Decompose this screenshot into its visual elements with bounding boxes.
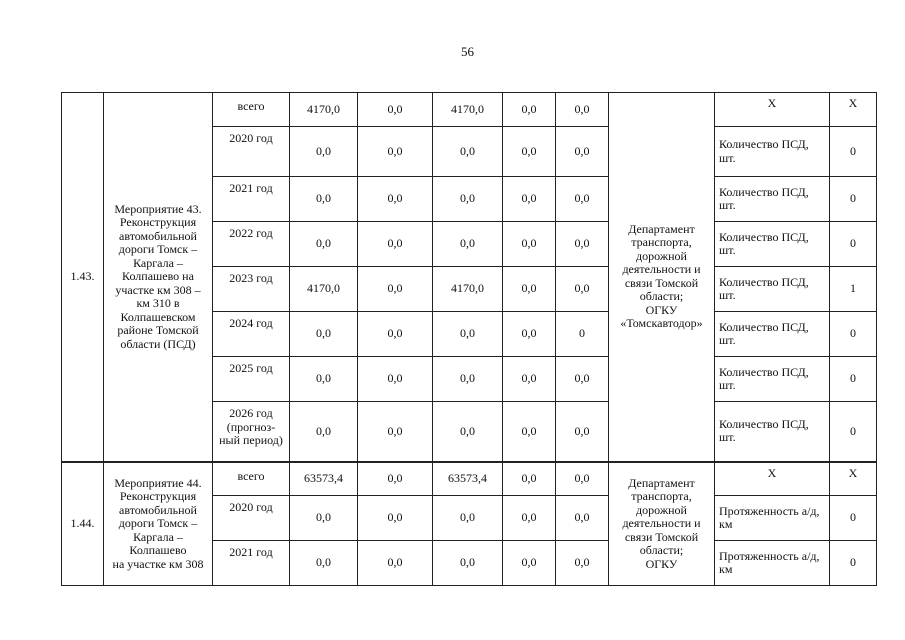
period-cell [213,462,290,496]
period-cell [213,127,290,177]
funding-total: 0,0 [290,357,358,402]
funding-regional: 63573,4 [433,462,503,496]
table-row [62,93,877,127]
indicator-name: Количество ПСД, шт. [715,312,830,357]
indicator-value: 0 [830,177,877,222]
measure-name-line: дороги Томск – [118,242,198,256]
period-cell [213,267,290,312]
indicator-value: 0 [830,496,877,541]
funding-regional: 4170,0 [433,267,503,312]
indicator-value: 1 [830,267,877,312]
funding-total: 0,0 [290,402,358,462]
period-label-line: 2024 год [229,316,273,330]
period-cell [213,312,290,357]
funding-federal: 0,0 [358,357,433,402]
funding-regional: 0,0 [433,177,503,222]
period-cell [213,402,290,462]
funding-regional: 0,0 [433,496,503,541]
measure-name-line: Каргала – [133,529,183,544]
organization-line: Департамент [628,475,695,490]
funding-total: 0,0 [290,496,358,541]
period-label-line: 2023 год [229,271,273,285]
funding-regional: 4170,0 [433,93,503,127]
measure-name-line: области (ПСД) [120,336,196,351]
funding-other: 0,0 [556,127,609,177]
organization-line: связи Томской [624,275,699,290]
funding-other: 0,0 [556,222,609,267]
period-label-line: 2025 год [229,361,273,375]
period-label-line: всего [237,99,265,113]
indicator-value: 0 [830,357,877,402]
period-cell [213,93,290,127]
period-cell [213,177,290,222]
funding-local: 0,0 [503,127,556,177]
funding-regional: 0,0 [433,222,503,267]
measure-name-line: Реконструкция [119,215,197,229]
funding-local: 0,0 [503,496,556,541]
measure-name [104,93,213,462]
indicator-value: 0 [830,541,877,586]
indicator-value: 0 [830,402,877,462]
funding-local: 0,0 [503,222,556,267]
indicator-name: Протяженность а/д, км [715,496,830,541]
funding-total: 4170,0 [290,267,358,312]
period-label-line: 2026 год [229,406,273,420]
organization-line: ОГКУ [645,302,678,317]
page-number: 56 [461,44,474,59]
funding-other: 0,0 [556,93,609,127]
funding-total: 0,0 [290,177,358,222]
measure-number: 1.43. [62,93,104,462]
funding-other: 0 [556,312,609,357]
period-label-line: ный период) [219,433,283,447]
funding-other: 0,0 [556,541,609,586]
measures-table [61,92,877,586]
indicator-name: Количество ПСД, шт. [715,357,830,402]
funding-regional: 0,0 [433,312,503,357]
measure-name-line: Мероприятие 43. [114,201,202,216]
funding-total: 63573,4 [290,462,358,496]
funding-other: 0,0 [556,496,609,541]
measure-name-line: участке км 308 – [115,282,201,297]
organization-line: связи Томской [624,529,699,544]
organization-line: деятельности и [622,516,701,530]
funding-local: 0,0 [503,402,556,462]
measure-name-line: районе Томской [117,323,199,337]
funding-federal: 0,0 [358,402,433,462]
funding-other: 0,0 [556,177,609,222]
funding-regional: 0,0 [433,357,503,402]
period-cell [213,541,290,586]
funding-federal: 0,0 [358,541,433,586]
funding-total: 0,0 [290,312,358,357]
period-label-line: всего [237,468,265,483]
funding-local: 0,0 [503,177,556,222]
indicator-name: Количество ПСД, шт. [715,222,830,267]
indicator-name: Протяженность а/д, км [715,541,830,586]
period-label-line: 2022 год [229,226,273,240]
funding-other: 0,0 [556,462,609,496]
funding-other: 0,0 [556,267,609,312]
indicator-value: 0 [830,312,877,357]
organization-line: транспорта, [631,235,692,250]
indicator-name: Х [715,93,830,127]
measure-name-line: Реконструкция [119,489,197,503]
indicator-name: Количество ПСД, шт. [715,177,830,222]
funding-federal: 0,0 [358,93,433,127]
measure-number: 1.44. [62,462,104,586]
period-label-line: 2020 год [229,131,273,145]
organization-line: «Томскавтодор» [620,316,703,331]
period-cell [213,496,290,541]
funding-local: 0,0 [503,462,556,496]
measure-name-line: автомобильной [119,502,197,517]
responsible-organization [609,93,715,462]
funding-federal: 0,0 [358,462,433,496]
funding-local: 0,0 [503,312,556,357]
funding-other: 0,0 [556,402,609,462]
organization-line: ОГКУ [645,556,678,571]
measure-name-line: автомобильной [119,228,197,243]
funding-local: 0,0 [503,357,556,402]
measure-name-line: Колпашево [129,543,187,557]
funding-total: 0,0 [290,222,358,267]
period-label-line: 2021 год [229,545,273,559]
funding-other: 0,0 [556,357,609,402]
indicator-value: Х [830,93,877,127]
funding-total: 0,0 [290,127,358,177]
funding-total: 4170,0 [290,93,358,127]
indicator-name: Количество ПСД, шт. [715,402,830,462]
period-cell [213,222,290,267]
funding-total: 0,0 [290,541,358,586]
indicator-value: Х [830,462,877,496]
measure-name-line: Мероприятие 44. [114,475,202,490]
funding-federal: 0,0 [358,496,433,541]
indicator-name: Количество ПСД, шт. [715,267,830,312]
indicator-name: Х [715,462,830,496]
organization-line: дорожной [636,502,687,517]
funding-federal: 0,0 [358,222,433,267]
organization-line: дорожной [636,248,687,263]
measure-name [104,462,213,586]
funding-federal: 0,0 [358,267,433,312]
funding-federal: 0,0 [358,312,433,357]
measure-name-line: Колпашевском [120,309,196,324]
period-label-line: (прогноз- [226,419,276,434]
measure-name-line: Колпашево на [122,269,194,283]
period-label-line: 2021 год [229,181,273,195]
funding-federal: 0,0 [358,177,433,222]
funding-regional: 0,0 [433,127,503,177]
indicator-name: Количество ПСД, шт. [715,127,830,177]
organization-line: области; [639,289,684,304]
organization-line: транспорта, [631,489,692,503]
funding-federal: 0,0 [358,127,433,177]
organization-line: области; [639,543,684,557]
funding-regional: 0,0 [433,541,503,586]
measure-name-line: км 310 в [136,296,180,310]
measure-name-line: дороги Томск – [118,516,198,530]
funding-local: 0,0 [503,541,556,586]
period-cell [213,357,290,402]
organization-line: деятельности и [622,262,701,277]
funding-local: 0,0 [503,267,556,312]
organization-line: Департамент [628,221,695,236]
responsible-organization [609,462,715,586]
funding-local: 0,0 [503,93,556,127]
period-label-line: 2020 год [229,500,273,514]
indicator-value: 0 [830,222,877,267]
measure-name-line: Каргала – [133,255,183,270]
funding-regional: 0,0 [433,402,503,462]
indicator-value: 0 [830,127,877,177]
measure-name-line: на участке км 308 [112,556,204,571]
table-row [62,462,877,496]
